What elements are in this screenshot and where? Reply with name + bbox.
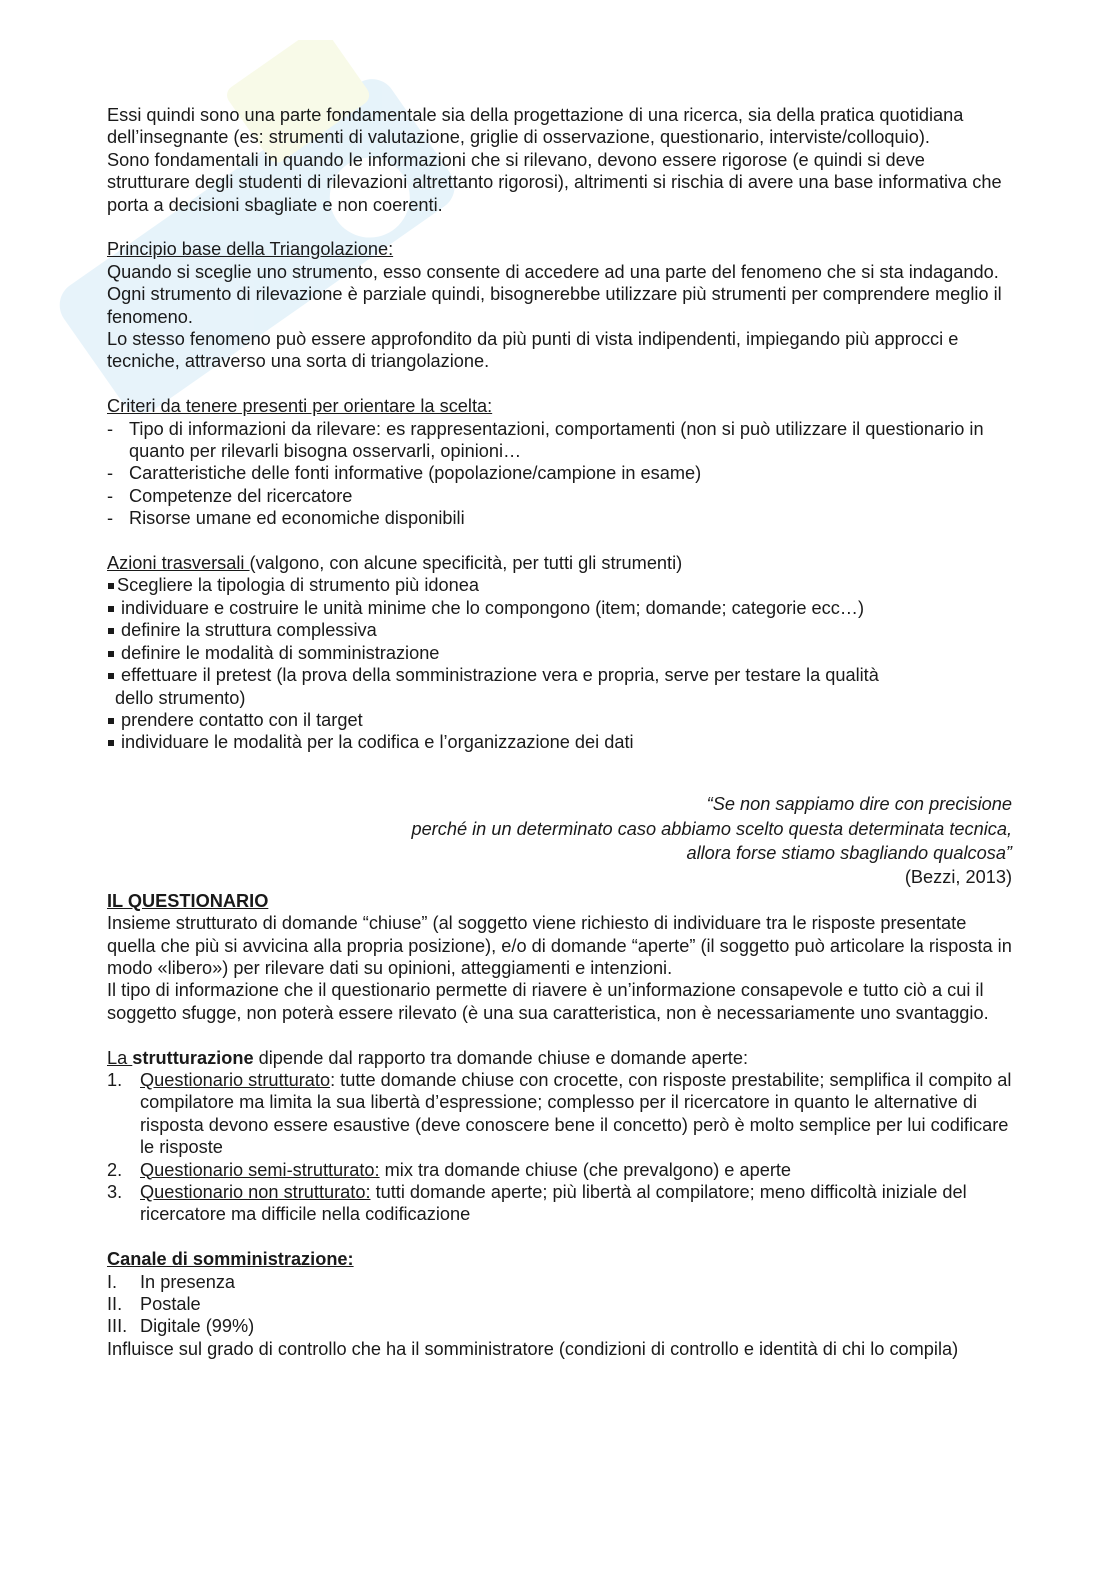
strutturazione-intro: La strutturazione dipende dal rapporto tra domande chiuse e domande aperte: (107, 1047, 748, 1068)
list-item: - Risorse umane ed economiche disponibili (107, 508, 465, 529)
list-item: - Competenze del ricercatore (107, 485, 353, 506)
questionario-paragraph-2: Il tipo di informazione che il questionario permette di riavere è un’informazione consapevole e tutto ciò a cui il soggetto sfugge, non poterà essere rilevato (è una sua caratteristica, non è necessariamente uno svantaggio. (107, 980, 989, 1023)
questionario-paragraph-1: Insieme strutturato di domande “chiuse” (al soggetto viene richiesto di individuare tra le risposte presentate quella che più si avvicina alla propria posizione), e/o di domande “aperte” (il soggetto può articolare la risposta in modo «libero») per rilevare dati su opinioni, atteggiamenti e intenzioni. (107, 913, 1012, 978)
criteri-list (107, 418, 1012, 530)
quote-line: “Se non sappiamo dire con precisione (706, 794, 1012, 815)
quote-line: allora forse stiamo sbagliando qualcosa” (686, 842, 1012, 863)
list-item: - Caratteristiche delle fonti informative (popolazione/campione in esame) (107, 463, 702, 484)
document-page (107, 104, 1012, 1360)
square-bullet-icon (108, 651, 114, 657)
list-item: individuare le modalità per la codifica e l’organizzazione dei dati (107, 731, 1012, 753)
triangolazione-paragraph-1: Quando si sceglie uno strumento, esso consente di accedere ad una parte del fenomeno che si sta indagando. Ogni strumento di rilevazione è parziale quindi, bisognerebbe utilizzare più strumenti per comprendere meglio il fenomeno. (107, 261, 1002, 327)
dash-marker: - (107, 508, 114, 529)
list-item: 1. Questionario strutturato: tutte domande chiuse con crocette, con risposte prestabilite; semplifica il compito al compilatore ma limita la sua libertà d’espressione; complesso per il ricercatore in quanto le alternative di risposta devono essere esaustive (deve conoscere bene il concetto) però è molto semplice per lui codificare le risposte (107, 1069, 1012, 1158)
dash-marker: - (107, 463, 114, 484)
azioni-heading: Azioni trasversali (valgono, con alcune specificità, per tutti gli strumenti) (107, 553, 683, 574)
square-bullet-icon (108, 583, 114, 589)
square-bullet-icon (108, 606, 114, 612)
list-item: 3. Questionario non strutturato: tutti domande aperte; più libertà al compilatore; meno difficoltà iniziale del ricercatore ma difficile nella codificazione (107, 1182, 967, 1225)
dash-marker: - (107, 485, 114, 506)
dash-marker: - (107, 418, 114, 439)
quote-block (107, 792, 1012, 890)
canale-list (107, 1271, 1012, 1338)
list-item: Scegliere la tipologia di strumento più idonea (107, 574, 1012, 596)
list-item: - Tipo di informazioni da rilevare: es rappresentazioni, comportamenti (non si può utilizzare il questionario in quanto per rilevarli bisogna osservarli, opinioni… (107, 418, 984, 462)
list-item: 2. Questionario semi-strutturato: mix tra domande chiuse (che prevalgono) e aperte (107, 1159, 792, 1180)
list-item: definire la struttura complessiva (107, 619, 1012, 641)
list-item: individuare e costruire le unità minime che lo compongono (item; domande; categorie ecc…) (107, 597, 1012, 619)
square-bullet-icon (108, 673, 114, 679)
list-item: definire le modalità di somministrazione (107, 642, 1012, 664)
canale-heading: Canale di somministrazione: (107, 1249, 354, 1270)
square-bullet-icon (108, 628, 114, 634)
quote-line: perché in un determinato caso abbiamo scelto questa determinata tecnica, (411, 818, 1012, 839)
canale-paragraph: Influisce sul grado di controllo che ha il somministratore (condizioni di controllo e identità di chi lo compila) (107, 1338, 959, 1359)
list-item: II. Postale (107, 1294, 201, 1315)
list-item: prendere contatto con il target (107, 709, 1012, 731)
intro-paragraph-2: Sono fondamentali in quando le informazioni che si rilevano, devono essere rigorose (e quindi si deve strutturare degli studenti di rilevazioni altrettanto rigorosi), altrimenti si rischia di avere una base informativa che porta a decisioni sbagliate e non coerenti. (107, 149, 1002, 215)
triangolazione-paragraph-2: Lo stesso fenomeno può essere approfondito da più punti di vista indipendenti, impiegando più approcci e tecniche, attraverso una sorta di triangolazione. (107, 329, 959, 372)
quote-source: (Bezzi, 2013) (904, 867, 1012, 888)
azioni-list (107, 574, 1012, 753)
list-item: III. Digitale (99%) (107, 1316, 255, 1337)
list-item: I. In presenza (107, 1271, 236, 1292)
intro-paragraph-1: Essi quindi sono una parte fondamentale sia della progettazione di una ricerca, sia della pratica quotidiana dell’insegnante (es: strumenti di valutazione, griglie di osservazione, questionario, interviste/colloquio). (107, 105, 964, 148)
questionario-heading: IL QUESTIONARIO (107, 890, 269, 911)
square-bullet-icon (108, 740, 114, 746)
list-item: effettuare il pretest (la prova della somministrazione vera e propria, serve per testare la qualità dello strumento) (107, 664, 1012, 709)
strutturazione-list (107, 1069, 1012, 1226)
square-bullet-icon (108, 718, 114, 724)
criteri-heading: Criteri da tenere presenti per orientare la scelta: (107, 396, 493, 417)
triangolazione-heading: Principio base della Triangolazione: (107, 239, 394, 260)
